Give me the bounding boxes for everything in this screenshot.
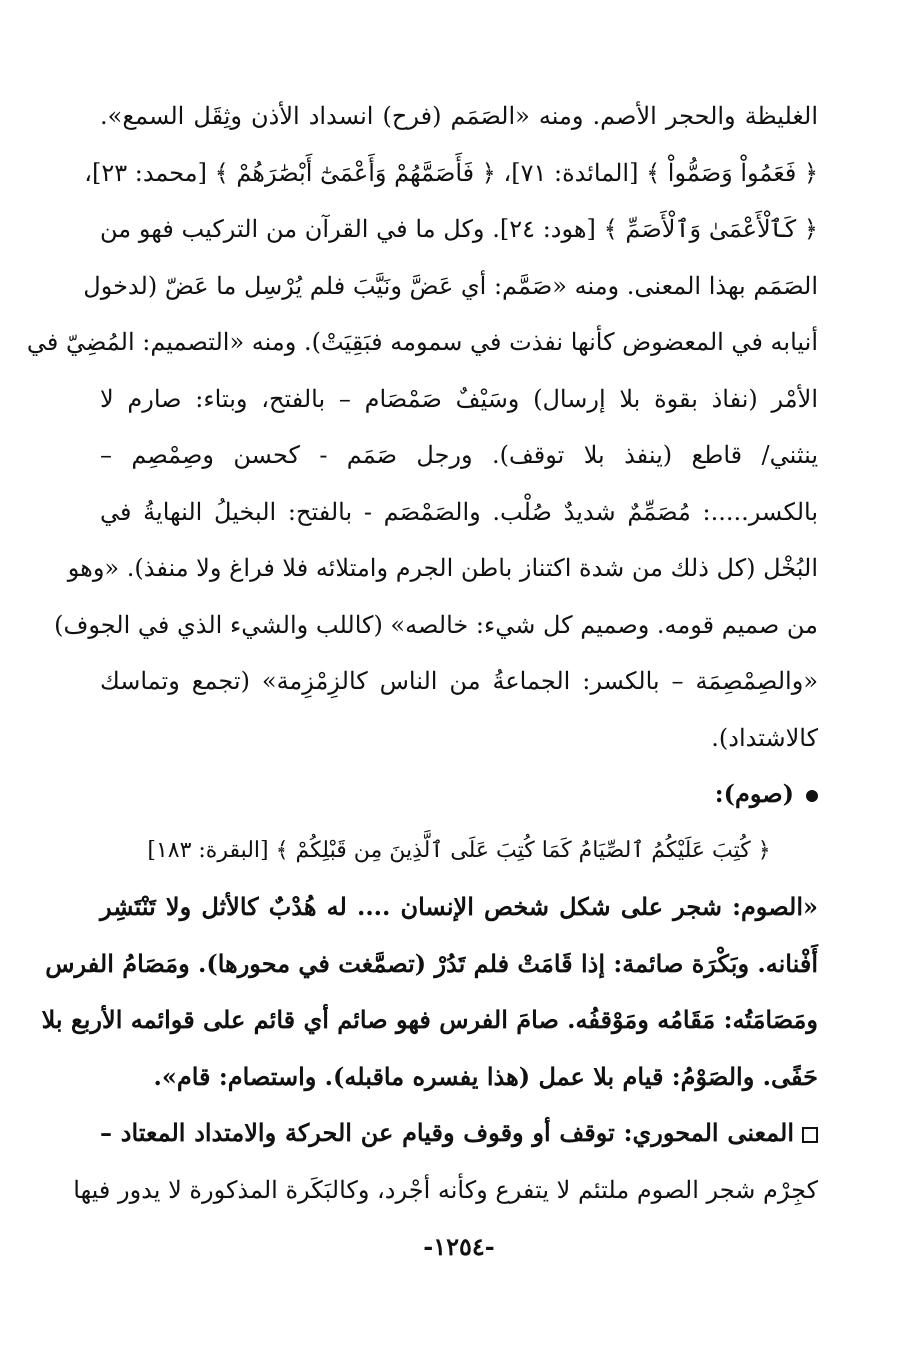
section-heading-text: (صوم):: [714, 779, 794, 808]
text-line: أنيابه في المعضوض كأنها نفذت في سمومه فبَقِيَتْ). ومنه «التصميم: المُضِيّ في: [26, 328, 818, 356]
core-meaning-line: [100, 1105, 818, 1162]
text-line: الأمْر (نفاذ بقوة بلا إرسال) وسَيْفٌ صَمْصَام – بالفتح، وبتاء: صارم لا: [100, 384, 818, 413]
text-line: من صميم قومه. وصميم كل شيء: خالصه» (كاللب والشيء الذي في الجوف): [54, 610, 818, 639]
bold-text-line: حَفًى. والصَوْمُ: قيام بلا عمل (هذا يفسره ماقبله). واستصام: قام».: [153, 1061, 818, 1091]
bold-text-line: ومَصَامَتُه: مَقَامُه ومَوْقفُه. صامَ الفرس فهو صائم أي قائم على قوائمه الأربع بلا: [41, 1005, 818, 1034]
text-line: الغليظة والحجر الأصم. ومنه «الصَمَم (فرح) انسداد الأذن وثِقَل السمع».: [100, 102, 818, 130]
text-line: «والصِمْصِمَة – بالكسر: الجماعةُ من الناس كالزِمْزِمة» (تجمع وتماسك: [100, 667, 818, 695]
text-line: كالاشتداد).: [711, 723, 818, 752]
bold-text-line: «الصوم: شجر على شكل شخص الإنسان .... له هُدْبٌ كالأثل ولا تَنْتَشِر: [100, 892, 818, 921]
bullet-icon: [806, 790, 818, 802]
square-box-icon: [802, 1127, 818, 1143]
text-line: ينثني/ قاطع (ينفذ بلا توقف). ورجل صَمَم - كحسن وصِمْصِم –: [100, 441, 819, 469]
section-heading: [100, 766, 818, 823]
quran-verse: ﴿ كُتِبَ عَلَيْكُمُ ٱلصِّيَامُ كَمَا كُتِبَ عَلَى ٱلَّذِينَ مِن قَبْلِكُمْ ﴾ [البقرة: ١٨٣]: [147, 837, 771, 863]
text-line: البُخْل (كل ذلك من شدة اكتناز باطن الجرم وامتلائه فلا فراغ ولا منفذ). «وهو: [67, 554, 818, 582]
text-line: كجِرْم شجر الصوم ملتئم لا يتفرع وكأنه أجْرد، وكالبَكَرة المذكورة لا يدور فيها: [73, 1175, 818, 1204]
text-line: بالكسر.....: مُصَمِّمٌ شديدٌ صُلْب. والصَمْصَم - بالفتح: البخيلُ النهايةُ في: [100, 497, 818, 526]
text-line: ﴿ فَعَمُواْ وَصَمُّواْ ﴾ [المائدة: ٧١]، ﴿ فَأَصَمَّهُمْ وَأَعْمَىٰٓ أَبْصَٰرَهُمْ ﴾ [محمد: ٢٣]،: [84, 158, 818, 187]
text-line: الصَمَم بهذا المعنى. ومنه «صَمَّم: أي عَضَّ ونَيَّبَ فلم يُرْسِل ما عَضّ (لدخول: [83, 271, 818, 300]
text-line: ﴿ كَٱلْأَعْمَىٰ وَٱلْأَصَمِّ ﴾ [هود: ٢٤]. وكل ما في القرآن من التركيب فهو من: [100, 215, 818, 243]
bold-text-line: أَفْنانه. وبَكْرَة صائمة: إذا قَامَتْ فلم تَدُرْ (تصمَّغت في محورها). ومَصَامُ الفرس: [45, 948, 818, 978]
core-meaning-text: المعنى المحوري: توقف أو وقوف وقيام عن الحركة والامتداد المعتاد –: [100, 1118, 794, 1147]
page-number: -١٢٥٤-: [423, 1232, 495, 1261]
